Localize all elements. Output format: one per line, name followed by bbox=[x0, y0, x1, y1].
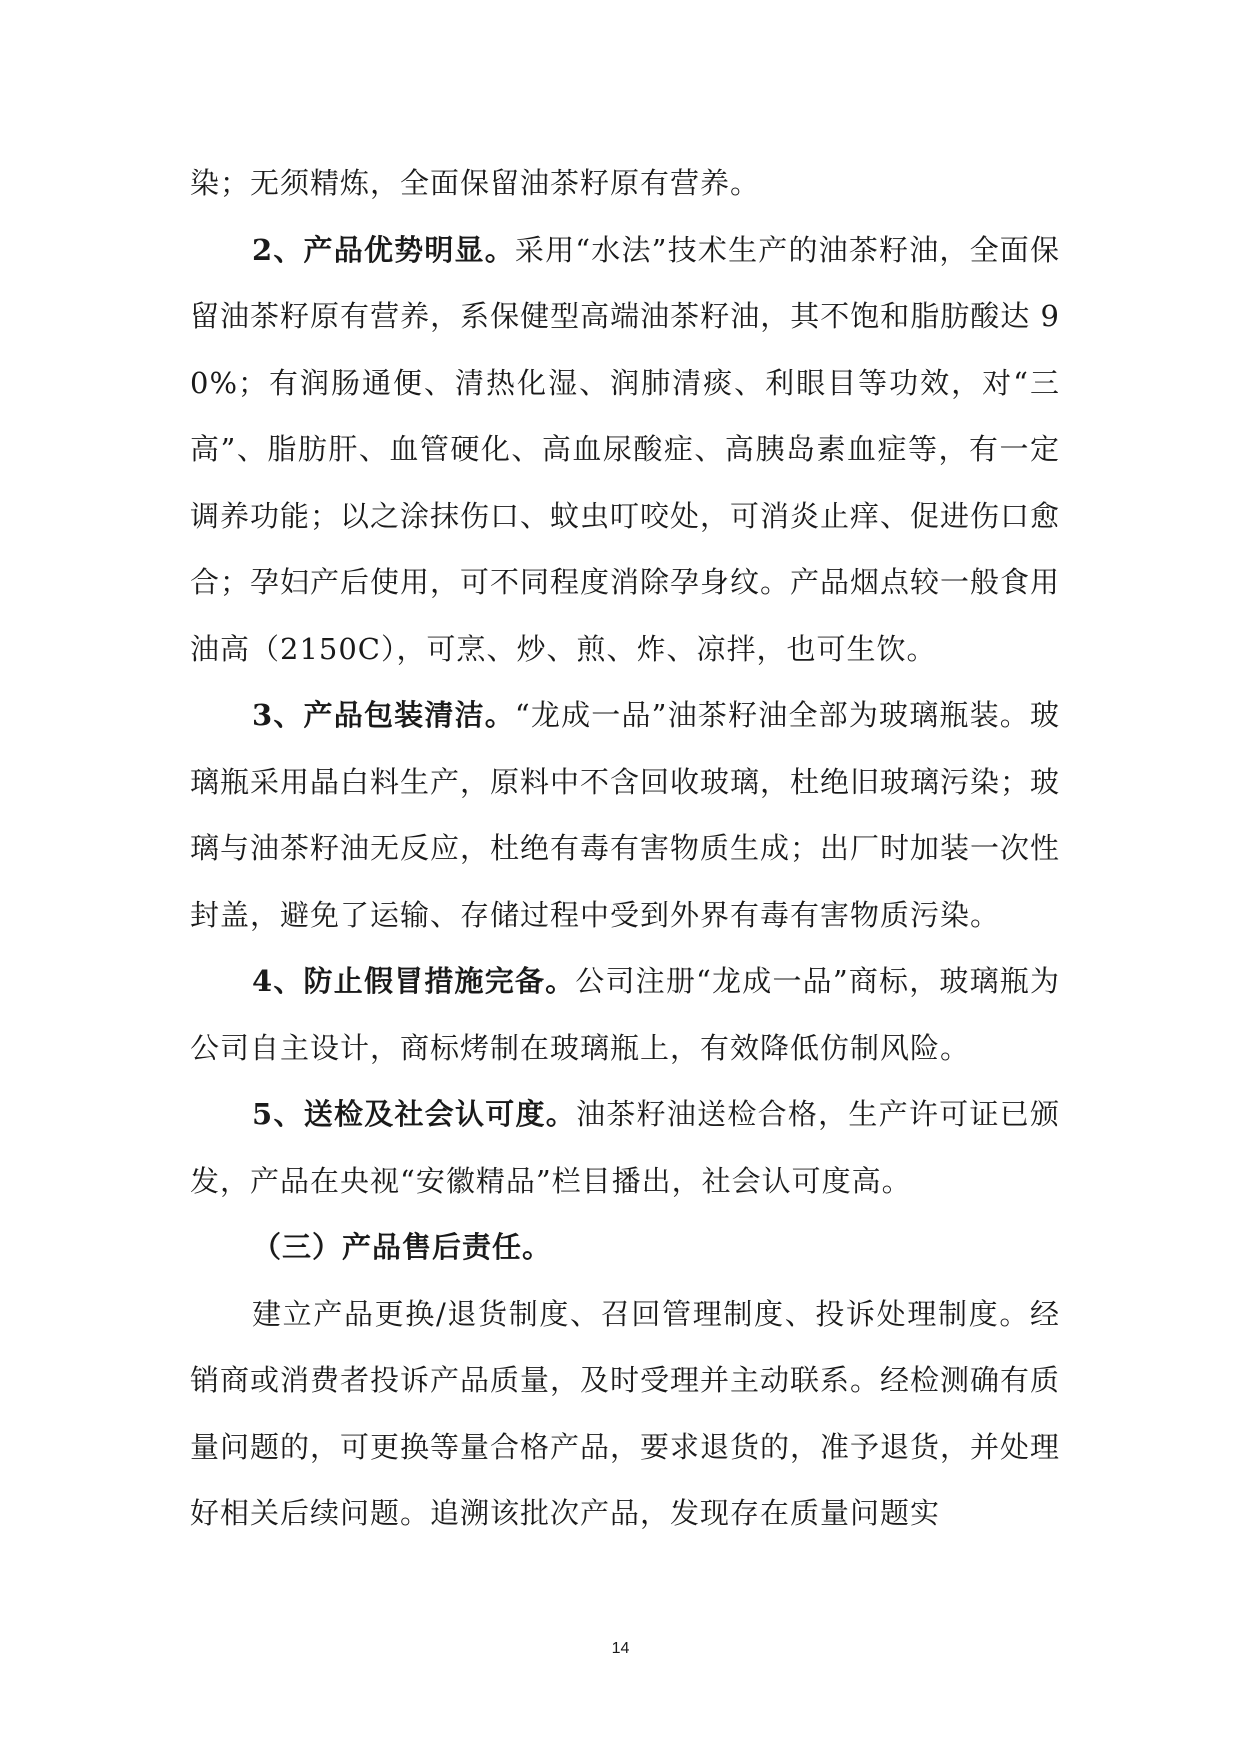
paragraph-after-sales: 建立产品更换/退货制度、召回管理制度、投诉处理制度。经销商或消费者投诉产品质量，及时受理并主动联系。经检测确有质量问题的，可更换等量合格产品，要求退货的，准予退货，并处理好相关后续问题。追溯该批次产品，发现存在质量问题实 bbox=[190, 1296, 1061, 1530]
paragraph-packaging bbox=[190, 682, 1060, 948]
paragraph-heading: 2、产品优势明显。 bbox=[252, 232, 515, 267]
page-body bbox=[190, 150, 1060, 1547]
paragraph-inspection bbox=[190, 1081, 1060, 1214]
section-heading: （三）产品售后责任。 bbox=[252, 1230, 553, 1264]
paragraph-anti-counterfeit bbox=[190, 948, 1060, 1081]
paragraph-text: 采用“水法”技术生产的油茶籽油，全面保留油茶籽原有营养，系保健型高端油茶籽油，其不饱和脂肪酸达 90%；有润肠通便、清热化湿、润肺清痰、利眼目等功效，对“三高”、脂肪肝、血管硬化、高血尿酸症、高胰岛素血症等，有一定调养功能；以之涂抹伤口、蚊虫叮咬处，可消炎止痒、促进伤口愈合；孕妇产后使用，可不同程度消除孕身纹。产品烟点较一般食用油高（2150C），可烹、炒、煎、炸、凉拌，也可生饮。 bbox=[190, 232, 1061, 666]
paragraph-text: “龙成一品”油茶籽油全部为玻璃瓶装。玻璃瓶采用晶白料生产，原料中不含回收玻璃，杜绝旧玻璃污染；玻璃与油茶籽油无反应，杜绝有毒有害物质生成；出厂时加装一次性封盖，避免了运输、存储过程中受到外界有毒有害物质污染。 bbox=[190, 698, 1061, 932]
paragraph-heading: 3、产品包装清洁。 bbox=[252, 698, 515, 732]
paragraph-text: 染；无须精炼，全面保留油茶籽原有营养。 bbox=[190, 166, 761, 200]
page-number: 14 bbox=[611, 1640, 630, 1657]
paragraph-continuation bbox=[190, 150, 1060, 217]
paragraph-product-advantage bbox=[190, 217, 1060, 683]
paragraph-text: 油茶籽油送检合格，生产许可证已颁发，产品在央视“安徽精品”栏目播出，社会认可度高。 bbox=[190, 1097, 1060, 1198]
paragraph-heading: 4、防止假冒措施完备。 bbox=[252, 964, 576, 998]
paragraph-text: 公司注册“龙成一品”商标，玻璃瓶为公司自主设计，商标烤制在玻璃瓶上，有效降低仿制风险。 bbox=[190, 964, 1060, 1065]
paragraph-heading: 5、送检及社会认可度。 bbox=[252, 1097, 577, 1131]
